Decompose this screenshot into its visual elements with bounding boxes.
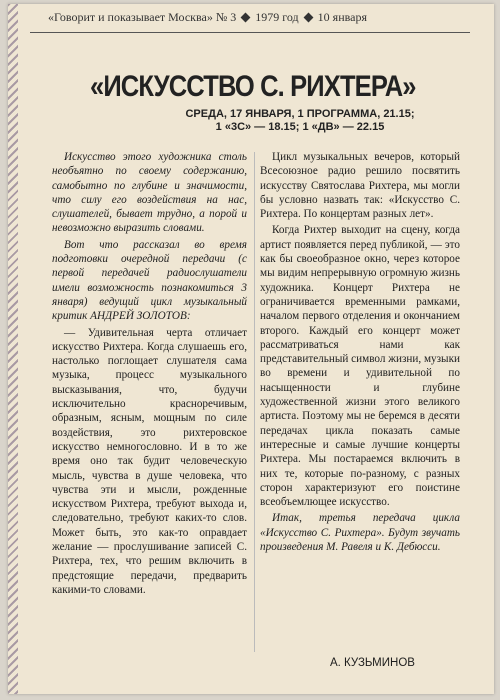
column-divider [254, 152, 255, 652]
right-column [260, 150, 460, 556]
diamond-icon [303, 13, 313, 23]
intro-paragraph: Искусство этого художника столь необъятно по своему содержанию, самобытно по глубине и значимости, что силу его воздействия на нас, слушателей, бывает трудно, а порой и невозможно выразить словами. [52, 151, 247, 235]
diamond-icon [241, 13, 251, 23]
source-name: «Говорит и показывает Москва» № 3 [48, 10, 237, 24]
dateline [48, 10, 468, 25]
lead-paragraph: Вот что рассказал во время подготовки очередной передачи (с первой передачей радиослушатели имели возможность познакомиться 3 января) ведущий цикл музыкальный критик АНДРЕЙ ЗОЛОТОВ: [52, 238, 247, 323]
broadcast-schedule [150, 108, 450, 134]
quote-paragraph: — Удивительная черта отличает искусство Рихтера. Когда слушаешь его, настолько поглощает слушателя сама музыка, процесс музыкального высказывания, что, будучи исключительно красноречивым, образным, ясным, мощным по силе воздействия, это рихтеровское искусство немногословно. И в то же время оно так будит человеческую мысль, чувства в душе человека, что чувства эти и мысли, рожденные искусством Рихтера, требуют выхода и, следовательно, требуют каких-то слов. Может быть, это как-то оправдает желание — прослушивание записей С. Рихтера, тех, что решим включить в предстоящие передачи, предварить какими-то словами. [52, 326, 247, 596]
closing-paragraph: Итак, третья передача цикла «Искусство С. Рихтера». Будут звучать произведения М. Равеля и К. Дебюсси. [260, 512, 460, 554]
right-paragraph-1: Цикл музыкальных вечеров, который Всесоюзное радио решило посвятить искусству Святослава Рихтера, мы могли бы условно назвать так: «Искусство С. Рихтера. По концертам разных лет». [260, 151, 460, 221]
schedule-line-2: 1 «3С» — 18.15; 1 «ДВ» — 22.15 [215, 121, 385, 133]
dateline-rule [30, 32, 470, 33]
author-signature: А. КУЗЬМИНОВ [330, 657, 415, 669]
issue-year: 1979 год [255, 10, 299, 24]
zigzag-cut-edge [8, 4, 18, 694]
schedule-line-1: СРЕДА, 17 ЯНВАРЯ, 1 ПРОГРАММА, 21.15; [185, 108, 415, 120]
left-column [52, 150, 247, 599]
right-paragraph-2: Когда Рихтер выходит на сцену, когда артист появляется перед публикой, — это как бы своеобразное окно, через которое мы видим непрерывную огромную жизнь художника. Концерт Рихтера не ограничивается временными рамками, началом первого отделения и окончанием второго. Каждый его концерт может рассматриваться нами как представительный символ жизни, музыки во времени и удивительной по насыщенности и глубине художественной жизни этого великого артиста. Поэтому мы не беремся в десяти передачах цикла показать самые интересные и самые лучшие концерты Рихтера. Мы постараемся включить в них те, которые по-разному, с разных сторон характеризуют его поистине всеобъемлющее искусство. [260, 224, 460, 509]
issue-date: 10 января [317, 10, 367, 24]
article-title: «ИСКУССТВО С. РИХТЕРА» [90, 70, 416, 103]
